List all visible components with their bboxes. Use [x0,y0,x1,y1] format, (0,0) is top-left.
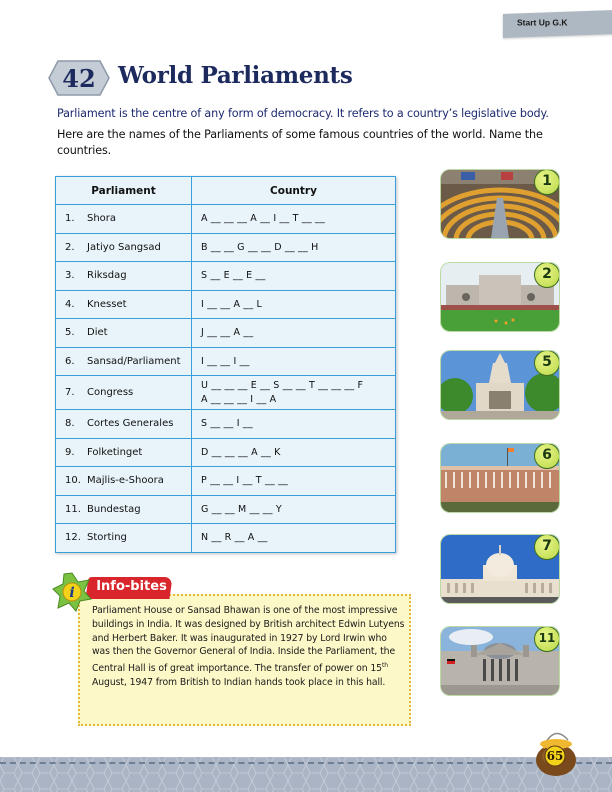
row-number: 3. [65,270,75,282]
country-blank-line1: U __ __ __ E __ S __ __ T __ __ __ F [201,379,364,391]
parliament-name: Cortes Generales [87,418,174,430]
row-number: 1. [65,213,75,225]
parliament-table [55,176,396,553]
parliament-name: Shora [87,213,117,225]
parliament-name: Jatiyo Sangsad [87,241,161,253]
parliament-name: Riksdag [87,270,127,282]
table-row [56,467,396,496]
country-blank[interactable]: I __ __ A __ L [192,290,396,319]
table-header-row [56,177,396,205]
parliament-name: Majlis-e-Shoora [87,475,164,487]
country-blank[interactable]: G __ __ M __ __ Y [192,495,396,524]
parliament-name: Bundestag [87,503,141,515]
footer-dashed-line [0,762,612,764]
parliament-name: Diet [87,327,108,339]
row-number: 9. [65,446,75,458]
photo-number-badge: 2 [534,263,559,288]
table-row [56,233,396,262]
photo-number-badge: 7 [534,535,559,560]
table-row [56,205,396,234]
parliament-name: Folketinget [87,446,143,458]
country-blank[interactable]: B __ __ G __ __ D __ __ H [192,233,396,262]
table-row [56,290,396,319]
column-header-country: Country [192,177,396,205]
parliament-name: Congress [87,387,134,398]
photo-jatiyo-sangsad [441,263,559,331]
page-number: 65 [546,749,564,763]
photo-parliament-chamber [441,170,559,238]
page-title: World Parliaments [118,62,353,89]
info-bites-text: Parliament House or Sansad Bhawan is one of the most impressive buildings in India. It was designed by British architect Edwin Lutyens and Herbert Baker. It was inaugurated in 1927 by Lord Irwin who was then the Governor General of India. Inside the Parliament, the Central Hall is of great importance. The transfer of power on 15th August, 1947 from British to Indian hands took place in this hall. [92,605,405,689]
country-blank[interactable]: N __ R __ A __ [192,524,396,553]
chapter-number: 42 [62,64,96,93]
photo-number-badge: 11 [534,627,559,652]
parliament-name: Storting [87,532,127,544]
photo-national-diet [441,351,559,419]
intro-text: Parliament is the centre of any form of democracy. It refers to a country’s legislative body. [57,107,549,120]
info-bites-tab [85,577,172,599]
photo-number-badge: 6 [534,444,559,469]
row-number: 10. [65,475,81,487]
row-number: 6. [65,355,75,367]
photo-us-capitol [441,535,559,603]
country-blank-line2: A __ __ __ I __ A [201,393,277,405]
country-blank[interactable]: A __ __ __ A __ I __ T __ __ [192,205,396,234]
series-tab [503,10,612,38]
photo-number-badge: 5 [534,351,559,376]
photo-reichstag [441,627,559,695]
svg-text:i: i [69,585,75,601]
country-blank[interactable]: I __ __ I __ [192,347,396,376]
row-number: 2. [65,241,75,253]
table-row [56,376,396,410]
table-row [56,438,396,467]
photo-number-badge: 1 [534,170,559,195]
table-row [56,262,396,291]
country-blank[interactable]: D __ __ __ A __ K [192,438,396,467]
photo-sansad-bhawan [441,444,559,512]
row-number: 5. [65,327,75,339]
country-blank[interactable]: S __ __ I __ [192,410,396,439]
series-label: Start Up G.K [517,17,568,28]
instructions-text: Here are the names of the Parliaments of some famous countries of the world. Name the countries. [57,128,543,157]
row-number: 11. [65,503,81,515]
table-row [56,347,396,376]
table-row [56,319,396,348]
chapter-number-badge [48,60,110,96]
row-number: 4. [65,298,75,310]
row-number: 7. [65,387,75,398]
parliament-name: Knesset [87,298,127,310]
info-bites-label: Info-bites [96,579,167,594]
table-row [56,524,396,553]
column-header-parliament: Parliament [56,177,192,205]
table-row [56,410,396,439]
country-blank[interactable]: J __ __ A __ [192,319,396,348]
parliament-name: Sansad/Parliament [87,355,181,367]
table-row [56,495,396,524]
row-number: 8. [65,418,75,430]
info-icon [52,572,92,612]
country-blank[interactable]: P __ __ I __ T __ __ [192,467,396,496]
row-number: 12. [65,532,81,544]
country-blank[interactable]: S __ E __ E __ [192,262,396,291]
country-blank[interactable] [192,376,396,410]
